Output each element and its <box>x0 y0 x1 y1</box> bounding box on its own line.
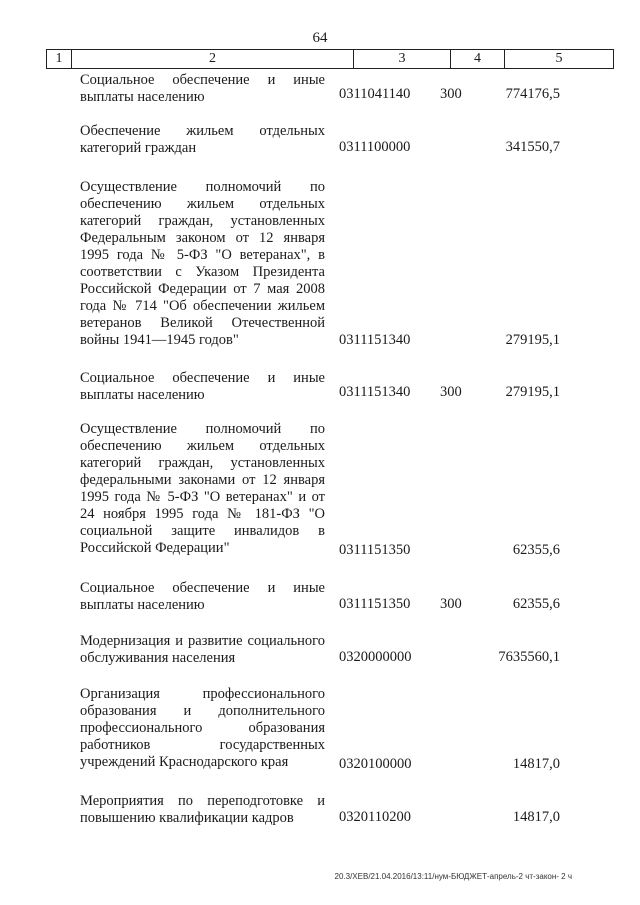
row-description: Социальное обеспечение и иные выплаты населению <box>80 370 325 403</box>
row-code: 0311151350 <box>339 542 411 558</box>
row-description: Мероприятия по переподготовке и повышению квалификации кадров <box>80 793 325 826</box>
row-expense-type: 300 <box>440 384 462 400</box>
row-amount: 279195,1 <box>505 332 560 348</box>
row-code: 0320110200 <box>339 809 411 825</box>
row-description: Социальное обеспечение и иные выплаты населению <box>80 580 325 613</box>
row-amount: 341550,7 <box>505 139 560 155</box>
row-amount: 279195,1 <box>505 384 560 400</box>
row-code: 0311151340 <box>339 332 411 348</box>
row-amount: 62355,6 <box>512 542 560 558</box>
header-col-4: 4 <box>451 50 505 68</box>
row-description: Обеспечение жильем отдельных категорий граждан <box>80 123 325 156</box>
row-amount: 774176,5 <box>505 86 560 102</box>
header-col-2: 2 <box>72 50 354 68</box>
row-expense-type: 300 <box>440 596 462 612</box>
document-footer: 20.3/XEB/21.04.2016/13:11/нум-БЮДЖЕТ-апрель-2 чт-закон- 2 ч <box>334 872 572 881</box>
row-amount: 7635560,1 <box>498 649 560 665</box>
row-expense-type: 300 <box>440 86 462 102</box>
row-description: Организация профессионального образования и дополнительного профессионального образования работников государственных учреждений Краснодарского края <box>80 686 325 770</box>
header-col-1: 1 <box>47 50 72 68</box>
row-code: 0311151340 <box>339 384 411 400</box>
page-number: 64 <box>312 30 328 46</box>
row-code: 0311151350 <box>339 596 411 612</box>
row-amount: 14817,0 <box>512 809 560 825</box>
table-header <box>46 49 614 69</box>
row-description: Осуществление полномочий по обеспечению жильем отдельных категорий граждан, установленных федеральными законами от 12 января 1995 года № 5-ФЗ "О ветеранах" и от 24 ноября 1995 года № 181-ФЗ "О социальной защите инвалидов в Российской Федерации" <box>80 421 325 556</box>
row-code: 0320000000 <box>339 649 412 665</box>
row-amount: 62355,6 <box>512 596 560 612</box>
row-code: 0311100000 <box>339 139 411 155</box>
row-amount: 14817,0 <box>512 756 560 772</box>
row-description: Осуществление полномочий по обеспечению жильем отдельных категорий граждан, установленных Федеральным законом от 12 января 1995 года № 5-ФЗ "О ветеранах", в соответствии с Указом Президента Российской Федерации от 7 мая 2008 года № 714 "Об обеспечении жильем ветеранов Великой Отечественной войны 1941—1945 годов" <box>80 179 325 348</box>
header-col-5: 5 <box>555 51 563 66</box>
row-description: Социальное обеспечение и иные выплаты населению <box>80 72 325 105</box>
header-col-3: 3 <box>354 50 451 68</box>
row-code: 0320100000 <box>339 756 412 772</box>
row-description: Модернизация и развитие социального обслуживания населения <box>80 633 325 666</box>
row-code: 0311041140 <box>339 86 411 102</box>
